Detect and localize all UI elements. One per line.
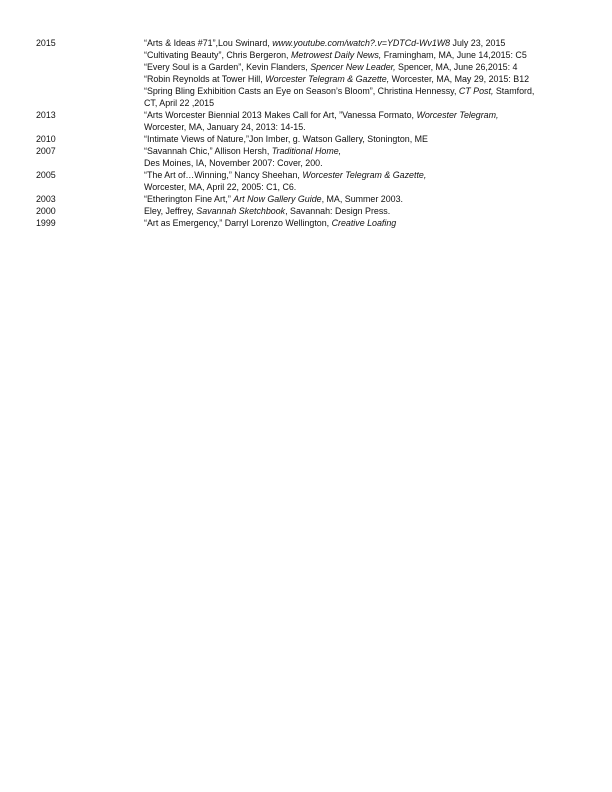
entry-citation <box>144 193 592 205</box>
citation-text: “Arts Worcester Biennial 2013 Makes Call for Art, ”Vanessa Formato, <box>144 110 417 120</box>
citation-text: “Savannah Chic,” Allison Hersh, <box>144 146 272 156</box>
entry-citation <box>144 109 592 133</box>
citation-text: “Intimate Views of Nature,”Jon Imber, g. Watson Gallery, Stonington, ME <box>144 134 428 144</box>
bibliography-entry <box>36 133 592 145</box>
bibliography-entry <box>36 205 592 217</box>
citation-text: Worcester, MA, May 29, 2015: B12 <box>389 74 530 84</box>
citation-line <box>144 49 592 61</box>
citation-line <box>144 37 592 49</box>
bibliography-entry <box>36 169 592 193</box>
citation-line <box>144 145 592 157</box>
entry-citation <box>144 145 592 169</box>
entry-year: 2000 <box>36 206 56 216</box>
entry-citation <box>144 133 592 145</box>
entry-year: 2013 <box>36 110 56 120</box>
citation-text: , MA, Summer 2003. <box>321 194 403 204</box>
citation-text: Stamford, <box>493 86 535 96</box>
citation-line <box>144 181 592 193</box>
citation-line <box>144 109 592 121</box>
entry-year: 2010 <box>36 134 56 144</box>
citation-text: Spencer, MA, June 26,2015: 4 <box>395 62 518 72</box>
bibliography-entry <box>36 217 592 229</box>
citation-text: July 23, 2015 <box>450 38 506 48</box>
citation-text: “Spring Bling Exhibition Casts an Eye on Season’s Bloom”, Christina Hennessy, <box>144 86 459 96</box>
bibliography-entry <box>36 193 592 205</box>
bibliography-entry <box>36 109 592 133</box>
bibliography-entry <box>36 145 592 169</box>
publication-title: Spencer New Leader, <box>310 62 396 72</box>
citation-text: “Art as Emergency,” Darryl Lorenzo Wellington, <box>144 218 332 228</box>
citation-text: “Cultivating Beauty”, Chris Bergeron, <box>144 50 291 60</box>
entry-citation <box>144 217 592 229</box>
citation-line <box>144 97 592 109</box>
citation-text: Worcester, MA, January 24, 2013: 14-15. <box>144 122 306 132</box>
entry-year: 2007 <box>36 146 56 156</box>
citation-text: “Etherington Fine Art,” <box>144 194 234 204</box>
publication-title: Worcester Telegram & Gazette, <box>302 170 427 180</box>
citation-line <box>144 157 592 169</box>
citation-line <box>144 169 592 181</box>
entry-year: 1999 <box>36 218 56 228</box>
citation-text: Worcester, MA, April 22, 2005: C1, C6. <box>144 182 297 192</box>
citation-text: “Arts & Ideas #71”,Lou Swinard, <box>144 38 273 48</box>
publication-title: Worcester Telegram & Gazette, <box>265 74 390 84</box>
citation-text: , Savannah: Design Press. <box>285 206 391 216</box>
bibliography-list <box>36 37 592 229</box>
publication-title: Worcester Telegram, <box>416 110 499 120</box>
citation-line <box>144 133 592 145</box>
entry-year: 2015 <box>36 38 56 48</box>
publication-title: CT Post, <box>458 86 494 96</box>
bibliography-entry <box>36 37 592 109</box>
entry-citation <box>144 169 592 193</box>
publication-title: Savannah Sketchbook <box>196 206 286 216</box>
citation-line <box>144 85 592 97</box>
citation-line <box>144 193 592 205</box>
citation-line <box>144 61 592 73</box>
publication-title: Art Now Gallery Guide <box>233 194 322 204</box>
citation-text: CT, April 22 ,2015 <box>144 98 215 108</box>
entry-citation <box>144 37 592 109</box>
publication-title: Metrowest Daily News, <box>291 50 382 60</box>
publication-title: www.youtube.com/watch?.v=YDTCd-Wv1W8 <box>272 38 451 48</box>
citation-line <box>144 205 592 217</box>
citation-line <box>144 217 592 229</box>
citation-line <box>144 121 592 133</box>
entry-year: 2005 <box>36 170 56 180</box>
citation-text: Framingham, MA, June 14,2015: C5 <box>381 50 527 60</box>
citation-text: “Every Soul is a Garden”, Kevin Flanders, <box>144 62 311 72</box>
publication-title: Traditional Home, <box>271 146 342 156</box>
publication-title: Creative Loafing <box>331 218 397 228</box>
citation-text: “The Art of…Winning,” Nancy Sheehan, <box>144 170 303 180</box>
entry-citation <box>144 205 592 217</box>
citation-text: Eley, Jeffrey, <box>144 206 197 216</box>
entry-year: 2003 <box>36 194 56 204</box>
citation-text: Des Moines, IA, November 2007: Cover, 200. <box>144 158 323 168</box>
citation-text: “Robin Reynolds at Tower Hill, <box>144 74 266 84</box>
citation-line <box>144 73 592 85</box>
